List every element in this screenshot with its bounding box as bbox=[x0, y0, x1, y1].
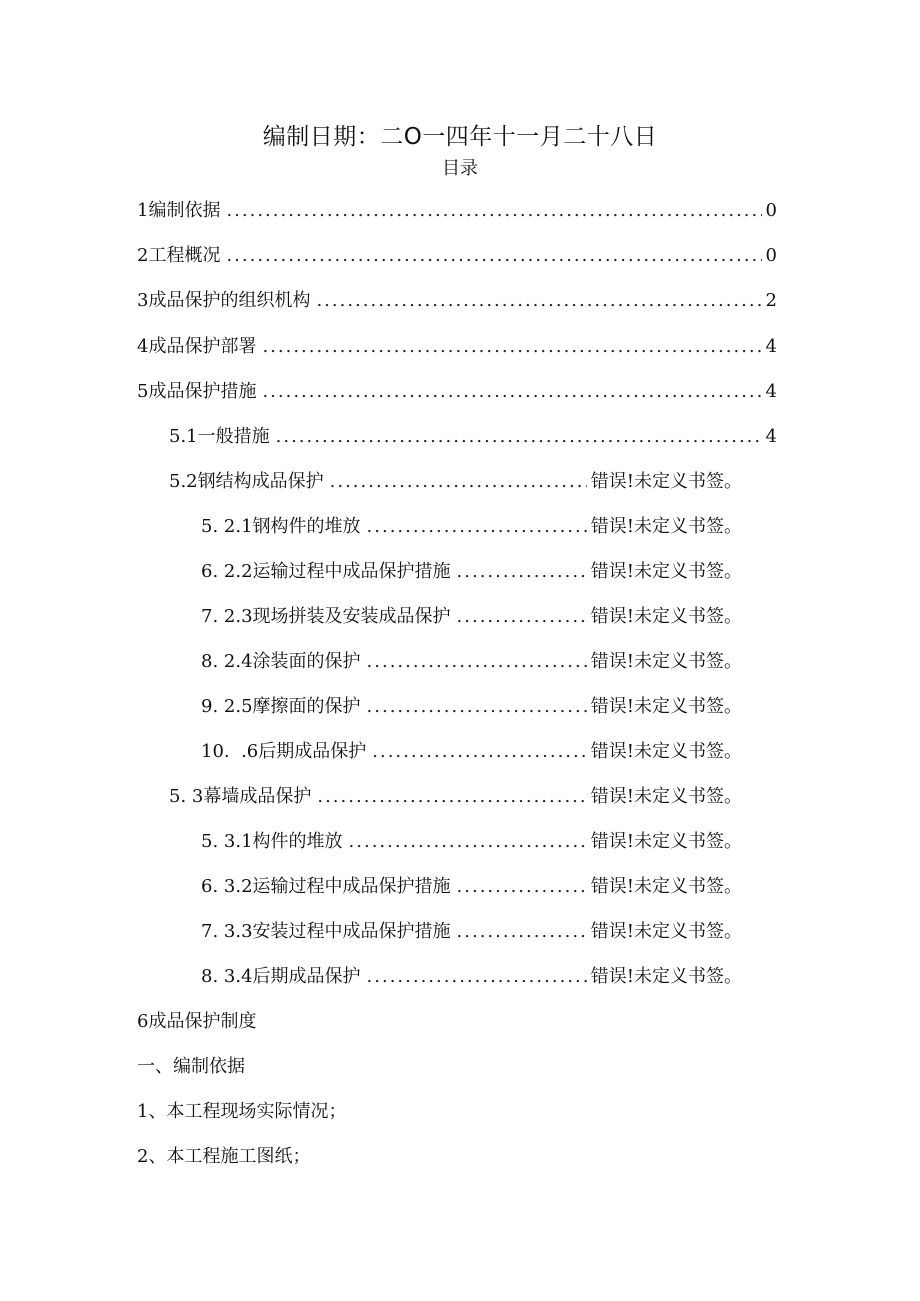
toc-entry-label: 1编制依据 bbox=[137, 200, 221, 221]
body-text: 2、本工程施工图纸； bbox=[137, 1146, 311, 1167]
toc-entry-page: 错误!未定义书签。 bbox=[590, 786, 742, 807]
section-heading: 6成品保护制度 bbox=[137, 1011, 257, 1032]
toc-entry[interactable] bbox=[201, 963, 742, 991]
toc-entry-label: 9. 2.5摩擦面的保护 bbox=[201, 696, 361, 717]
toc-entry-page: 错误!未定义书签。 bbox=[590, 921, 742, 942]
toc-entry-label: 5. 3.1构件的堆放 bbox=[201, 831, 343, 852]
toc-entry[interactable] bbox=[201, 648, 742, 676]
toc-entry[interactable] bbox=[201, 558, 742, 586]
toc-leader bbox=[316, 287, 761, 315]
toc-leader bbox=[226, 197, 761, 225]
toc-leader bbox=[262, 333, 761, 361]
toc-entry-label: 4成品保护部署 bbox=[137, 336, 257, 357]
section-heading: 一、编制依据 bbox=[137, 1056, 245, 1077]
toc-entry-page: 错误!未定义书签。 bbox=[590, 516, 742, 537]
toc-entry-page: 4 bbox=[765, 381, 777, 402]
toc-entry[interactable] bbox=[169, 783, 742, 811]
toc-title: 目录 bbox=[442, 158, 478, 179]
toc-leader bbox=[226, 242, 761, 270]
toc-entry-page: 错误!未定义书签。 bbox=[590, 741, 742, 762]
toc-entry[interactable] bbox=[201, 513, 742, 541]
toc-entry-page: 0 bbox=[765, 245, 777, 266]
toc-entry-label: 3成品保护的组织机构 bbox=[137, 290, 311, 311]
body-text: 1、本工程现场实际情况； bbox=[137, 1101, 347, 1122]
toc-entry-label: 7. 3.3安装过程中成品保护措施 bbox=[201, 921, 451, 942]
toc-leader bbox=[367, 513, 587, 541]
toc-entry-page: 错误!未定义书签。 bbox=[590, 606, 742, 627]
toc-entry[interactable] bbox=[201, 738, 742, 766]
toc-leader bbox=[457, 603, 587, 631]
toc-entry[interactable] bbox=[169, 423, 777, 451]
toc-leader bbox=[276, 423, 762, 451]
toc-leader bbox=[262, 378, 761, 406]
toc-entry-page: 4 bbox=[765, 426, 777, 447]
toc-entry-label: 10. .6后期成品保护 bbox=[201, 741, 367, 762]
toc-entry[interactable] bbox=[201, 693, 742, 721]
toc-entry-label: 8. 2.4涂装面的保护 bbox=[201, 651, 361, 672]
toc-entry-label: 5.2钢结构成品保护 bbox=[169, 471, 324, 492]
toc-entry[interactable] bbox=[137, 242, 777, 270]
toc-entry-page: 错误!未定义书签。 bbox=[590, 831, 742, 852]
toc-entry-page: 错误!未定义书签。 bbox=[590, 876, 742, 897]
toc-leader bbox=[372, 738, 587, 766]
toc-entry-label: 5. 2.1钢构件的堆放 bbox=[201, 516, 361, 537]
toc-leader bbox=[330, 468, 587, 496]
toc-entry-label: 2工程概况 bbox=[137, 245, 221, 266]
toc-leader bbox=[349, 828, 587, 856]
toc-entry[interactable] bbox=[201, 603, 742, 631]
toc-entry-label: 6. 3.2运输过程中成品保护措施 bbox=[201, 876, 451, 897]
toc-entry-page: 4 bbox=[765, 336, 777, 357]
toc-entry[interactable] bbox=[201, 918, 742, 946]
compile-date: 编制日期：二O一四年十一月二十八日 bbox=[262, 124, 658, 150]
toc-leader bbox=[367, 963, 587, 991]
toc-leader bbox=[457, 558, 587, 586]
toc-entry[interactable] bbox=[201, 828, 742, 856]
toc-entry[interactable] bbox=[169, 468, 742, 496]
toc-entry-label: 5. 3幕墙成品保护 bbox=[169, 786, 312, 807]
toc-entry[interactable] bbox=[137, 287, 777, 315]
toc-entry-label: 6. 2.2运输过程中成品保护措施 bbox=[201, 561, 451, 582]
toc-entry-label: 5成品保护措施 bbox=[137, 381, 257, 402]
toc-entry-page: 错误!未定义书签。 bbox=[590, 966, 742, 987]
toc-entry-page: 2 bbox=[765, 290, 777, 311]
toc-entry[interactable] bbox=[137, 197, 777, 225]
toc-leader bbox=[367, 648, 587, 676]
toc-leader bbox=[457, 873, 587, 901]
toc-entry-page: 错误!未定义书签。 bbox=[590, 651, 742, 672]
toc-entry-label: 8. 3.4后期成品保护 bbox=[201, 966, 361, 987]
toc-entry-label: 5.1一般措施 bbox=[169, 426, 270, 447]
toc-leader bbox=[367, 693, 587, 721]
toc-entry-page: 0 bbox=[765, 200, 777, 221]
toc-entry-page: 错误!未定义书签。 bbox=[590, 696, 742, 717]
toc-entry-page: 错误!未定义书签。 bbox=[590, 471, 742, 492]
toc-leader bbox=[317, 783, 586, 811]
toc-entry-page: 错误!未定义书签。 bbox=[590, 561, 742, 582]
toc-entry[interactable] bbox=[137, 378, 777, 406]
toc-entry[interactable] bbox=[137, 333, 777, 361]
toc-leader bbox=[457, 918, 587, 946]
toc-entry-label: 7. 2.3现场拼装及安装成品保护 bbox=[201, 606, 451, 627]
toc-entry[interactable] bbox=[201, 873, 742, 901]
